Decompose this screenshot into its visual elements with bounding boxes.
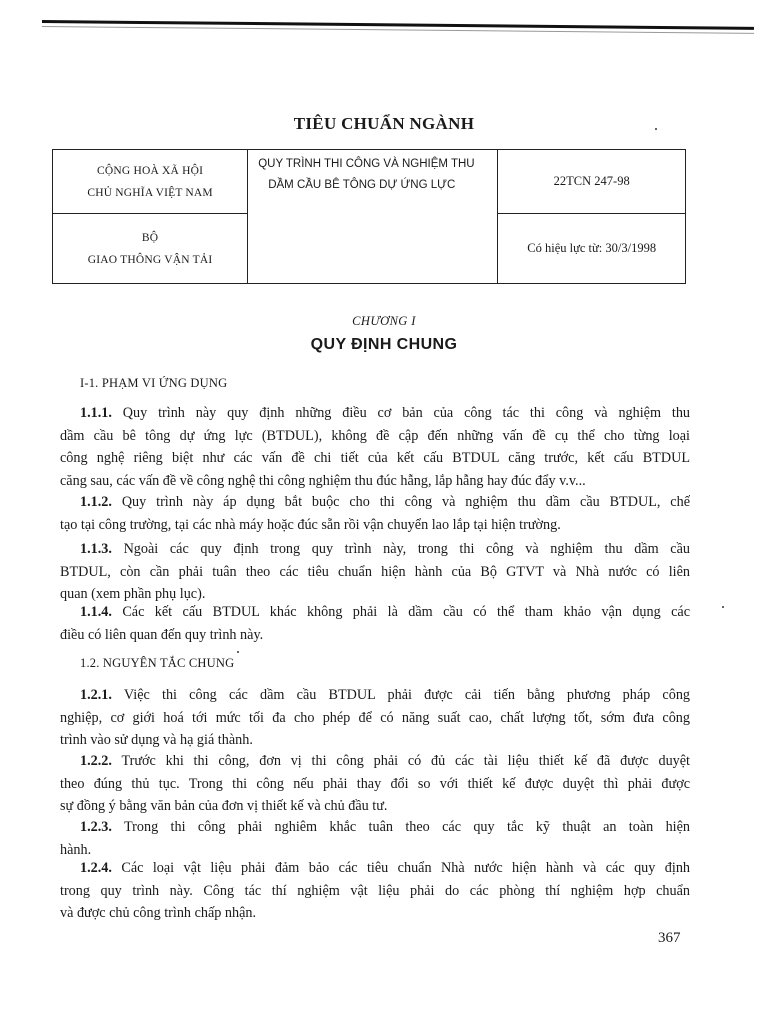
ministry-line-1: BỘ (141, 231, 159, 244)
paragraph-line: theo đúng thủ tục. Trong thi công nếu phải thay đổi so với thiết kế được duyệt thì phải được (60, 775, 690, 792)
ministry-line-2: GIAO THÔNG VẬN TẢI (87, 253, 213, 266)
standard-code-cell (498, 150, 686, 214)
paragraph-line-text: Các loại vật liệu phải đảm bảo các tiêu chuẩn Nhà nước hiện hành và các quy định (121, 860, 690, 876)
top-border-rule (42, 20, 754, 30)
paragraph-line: căng sau, các vấn đề về công nghệ thi công nghiệm thu đúc hẫng, lắp hẫng hay đúc đẩy v.v... (60, 472, 586, 489)
scan-speck (722, 606, 724, 608)
paragraph-1-1-3 (60, 538, 690, 606)
paragraph-1-2-4 (60, 857, 690, 925)
paragraph-1-1-4 (60, 601, 690, 646)
paragraph-line (80, 402, 690, 425)
chapter-title: QUY ĐỊNH CHUNG (310, 336, 458, 353)
republic-line-1: CỘNG HOÀ XÃ HỘI (97, 164, 204, 177)
paragraph-line-text: Các kết cấu BTDUL khác không phải là dầm cầu có thể tham khảo vận dụng các (122, 604, 690, 620)
paragraph-number: 1.2.1. (80, 687, 112, 703)
scan-speck (237, 651, 239, 653)
regulation-title-line-1: QUY TRÌNH THI CÔNG VÀ NGHIỆM THU (258, 158, 475, 170)
section-heading-1-2: 1.2. NGUYÊN TẮC CHUNG (80, 656, 235, 670)
paragraph-number: 1.1.1. (80, 405, 112, 421)
paragraph-1-1-2 (60, 491, 690, 536)
effective-date: Có hiệu lực từ: 30/3/1998 (527, 241, 657, 255)
paragraph-number: 1.1.4. (80, 604, 112, 620)
paragraph-1-2-2 (60, 750, 690, 818)
ministry-cell (53, 214, 248, 284)
paragraph-number: 1.1.2. (80, 494, 112, 510)
paragraph-line: trong quy trình này. Công tác thí nghiệm vật liệu phải do các phòng thí nghiệm hợp chuẩn (60, 882, 690, 899)
paragraph-line-text: Việc thi công các dầm cầu BTDUL phải được cải tiến bằng phương pháp công (123, 687, 690, 703)
document-header-table (52, 149, 686, 284)
paragraph-line: hành. (60, 841, 92, 858)
standard-code: 22TCN 247-98 (553, 174, 630, 188)
paragraph-line: tạo tại công trường, tại các nhà máy hoặc đúc sẵn rồi vận chuyển lao lắp tại hiện trường. (60, 516, 561, 533)
paragraph-1-1-1 (60, 402, 690, 492)
paragraph-number: 1.1.3. (80, 541, 112, 557)
effective-date-cell (498, 214, 686, 284)
paragraph-line: nghiệp, cơ giới hoá tới mức tối đa cho phép để có năng suất cao, chất lượng tốt, sớm đưa công (60, 709, 690, 726)
paragraph-line: công nghệ riêng biệt như các vấn đề chi tiết của kết cấu BTDUL căng trước, kết cấu BTDUL (60, 450, 690, 466)
chapter-label: CHƯƠNG I (352, 314, 416, 328)
document-title: TIÊU CHUẨN NGÀNH (293, 114, 475, 133)
page-number: 367 (658, 930, 681, 946)
paragraph-line: và được chủ công trình chấp nhận. (60, 905, 257, 921)
paragraph-line: điều có liên quan đến quy trình này. (60, 626, 264, 643)
paragraph-line: sự đồng ý bằng văn bản của đơn vị thiết kế và chủ đầu tư. (60, 798, 388, 814)
section-heading-1-1: I-1. PHẠM VI ỨNG DỤNG (80, 376, 228, 390)
paragraph-line (80, 491, 690, 514)
paragraph-1-2-1 (60, 684, 690, 752)
paragraph-line (80, 684, 690, 707)
paragraph-line-text: Trong thi công phải nghiêm khắc tuân theo các quy tắc kỹ thuật an toàn hiện (124, 819, 690, 835)
paragraph-line (80, 857, 690, 880)
paragraph-line: trình vào sử dụng và hạ giá thành. (60, 732, 253, 748)
paragraph-1-2-3 (60, 816, 690, 861)
scan-speck (655, 128, 657, 130)
regulation-title-line-2: DẦM CẦU BÊ TÔNG DỰ ỨNG LỰC (268, 179, 456, 191)
paragraph-line (80, 816, 690, 839)
paragraph-line: BTDUL, còn cần phải tuân theo các tiêu chuẩn hiện hành của Bộ GTVT và Nhà nước có liên (60, 563, 690, 580)
republic-name-cell (53, 150, 248, 214)
paragraph-line (80, 601, 690, 624)
paragraph-line-text: Quy trình này áp dụng bắt buộc cho thi công và nghiệm thu dầm cầu BTDUL, chế (121, 494, 690, 510)
paragraph-number: 1.2.3. (80, 819, 112, 835)
paragraph-line-text: Ngoài các quy định trong quy trình này, trong thi công và nghiệm thu dầm cầu (123, 541, 690, 557)
paragraph-line-text: Quy trình này quy định những điều cơ bản của công tác thi công và nghiệm thu (122, 405, 690, 421)
republic-line-2: CHỦ NGHĨA VIỆT NAM (87, 186, 213, 199)
paragraph-line (80, 750, 690, 773)
paragraph-line-text: Trước khi thi công, đơn vị thi công phải có đủ các tài liệu thiết kế đã được duyệt (121, 753, 690, 769)
paragraph-number: 1.2.2. (80, 753, 112, 769)
paragraph-line (80, 538, 690, 561)
regulation-title-cell (248, 150, 498, 284)
paragraph-line: dầm cầu bê tông dự ứng lực (BTDUL), không đề cập đến những vấn đề cụ thể cho từng loại (60, 427, 690, 444)
paragraph-number: 1.2.4. (80, 860, 112, 876)
paragraph-line: quan (xem phần phụ lục). (60, 586, 206, 602)
